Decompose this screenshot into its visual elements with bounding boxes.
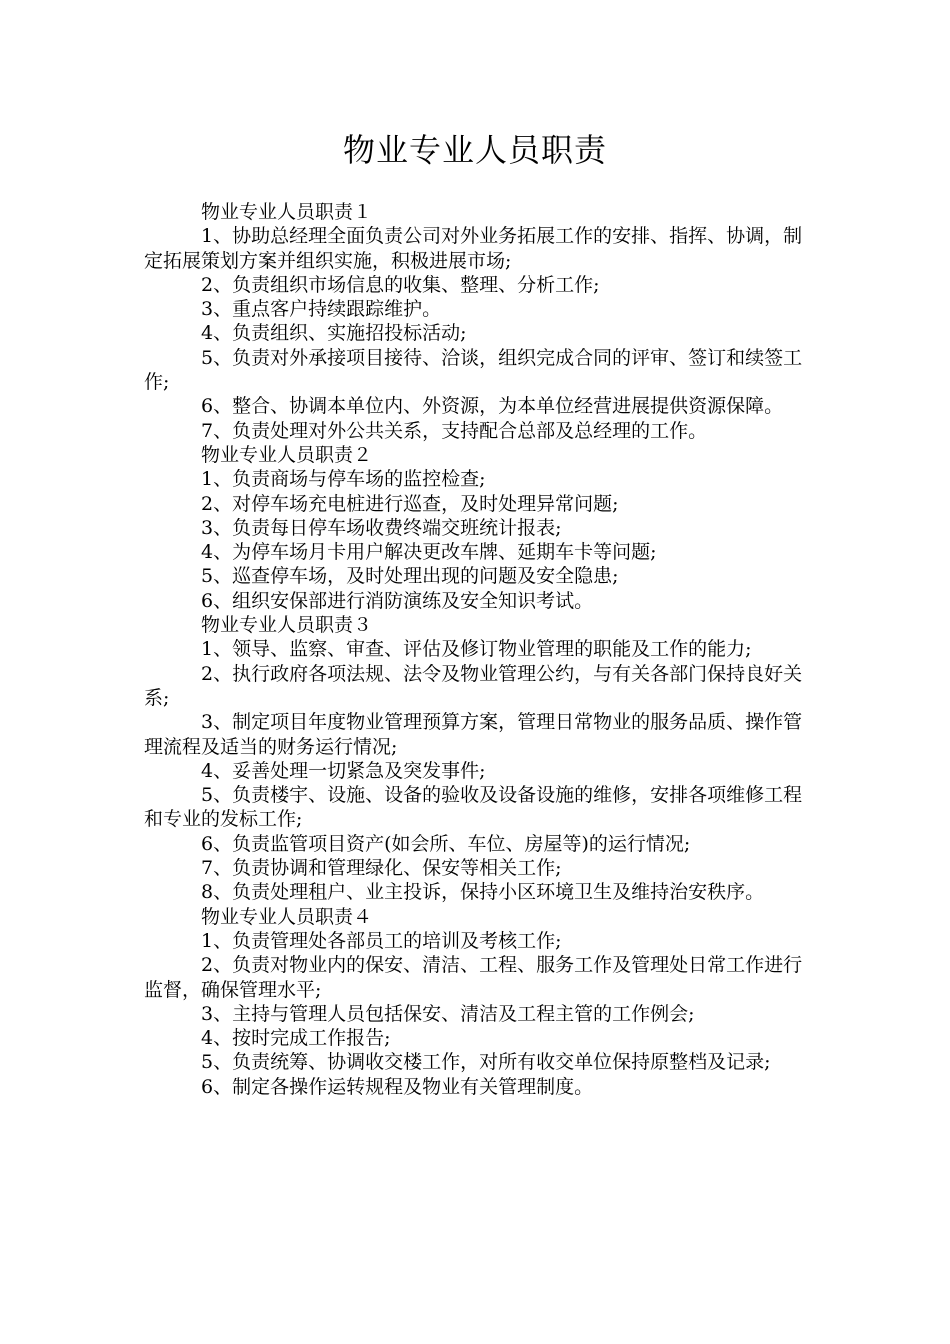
list-item: 5、巡查停车场，及时处理出现的问题及安全隐患;	[201, 565, 619, 588]
list-item: 1、领导、监察、审查、评估及修订物业管理的职能及工作的能力;	[201, 638, 752, 661]
list-item: 3、主持与管理人员包括保安、清洁及工程主管的工作例会;	[201, 1002, 695, 1025]
list-item: 4、妥善处理一切紧急及突发事件;	[201, 759, 486, 782]
list-item: 2、负责组织市场信息的收集、整理、分析工作;	[201, 273, 600, 296]
list-item: 6、整合、协调本单位内、外资源，为本单位经营进展提供资源保障。	[201, 395, 784, 418]
list-item: 1、负责管理处各部员工的培训及考核工作;	[201, 929, 562, 952]
list-item: 2、执行政府各项法规、法令及物业管理公约，与有关各部门保持良好关系;	[144, 662, 803, 709]
list-item: 4、按时完成工作报告;	[201, 1027, 391, 1050]
list-item: 5、负责统筹、协调收交楼工作，对所有收交单位保持原整档及记录;	[201, 1051, 771, 1074]
section-heading: 物业专业人员职责２	[201, 443, 373, 466]
list-item: 4、为停车场月卡用户解决更改车牌、延期车卡等问题;	[201, 541, 657, 564]
list-item: 1、负责商场与停车场的监控检查;	[201, 468, 486, 491]
list-item: 5、负责楼宇、设施、设备的验收及设备设施的维修，安排各项维修工程和专业的发标工作;	[144, 784, 803, 831]
list-item: 4、负责组织、实施招投标活动;	[201, 322, 467, 345]
section-heading: 物业专业人员职责３	[201, 614, 373, 637]
section-heading: 物业专业人员职责４	[201, 905, 373, 928]
list-item: 3、制定项目年度物业管理预算方案，管理日常物业的服务品质、操作管理流程及适当的财务运行情况;	[144, 711, 803, 758]
list-item: 3、负责每日停车场收费终端交班统计报表;	[201, 516, 562, 539]
document-body	[144, 200, 808, 1099]
list-item: 6、制定各操作运转规程及物业有关管理制度。	[201, 1075, 594, 1098]
list-item: 1、协助总经理全面负责公司对外业务拓展工作的安排、指挥、协调，制定拓展策划方案并组织实施，积极进展市场;	[144, 225, 803, 272]
list-item: 8、负责处理租户、业主投诉，保持小区环境卫生及维持治安秩序。	[201, 881, 765, 904]
list-item: 2、负责对物业内的保安、清洁、工程、服务工作及管理处日常工作进行监督，确保管理水平;	[144, 954, 803, 1001]
list-item: 7、负责协调和管理绿化、保安等相关工作;	[201, 857, 562, 880]
list-item: 2、对停车场充电桩进行巡查，及时处理异常问题;	[201, 492, 619, 515]
document-title: 物业专业人员职责	[342, 131, 607, 169]
section-heading: 物业专业人员职责１	[201, 201, 373, 223]
list-item: 6、负责监管项目资产(如会所、车位、房屋等)的运行情况;	[201, 832, 691, 855]
list-item: 3、重点客户持续跟踪维护。	[201, 298, 442, 321]
list-item: 5、负责对外承接项目接待、洽谈，组织完成合同的评审、签订和续签工作;	[144, 346, 803, 394]
list-item: 6、组织安保部进行消防演练及安全知识考试。	[201, 589, 594, 612]
list-item: 7、负责处理对外公共关系，支持配合总部及总经理的工作。	[201, 419, 708, 442]
